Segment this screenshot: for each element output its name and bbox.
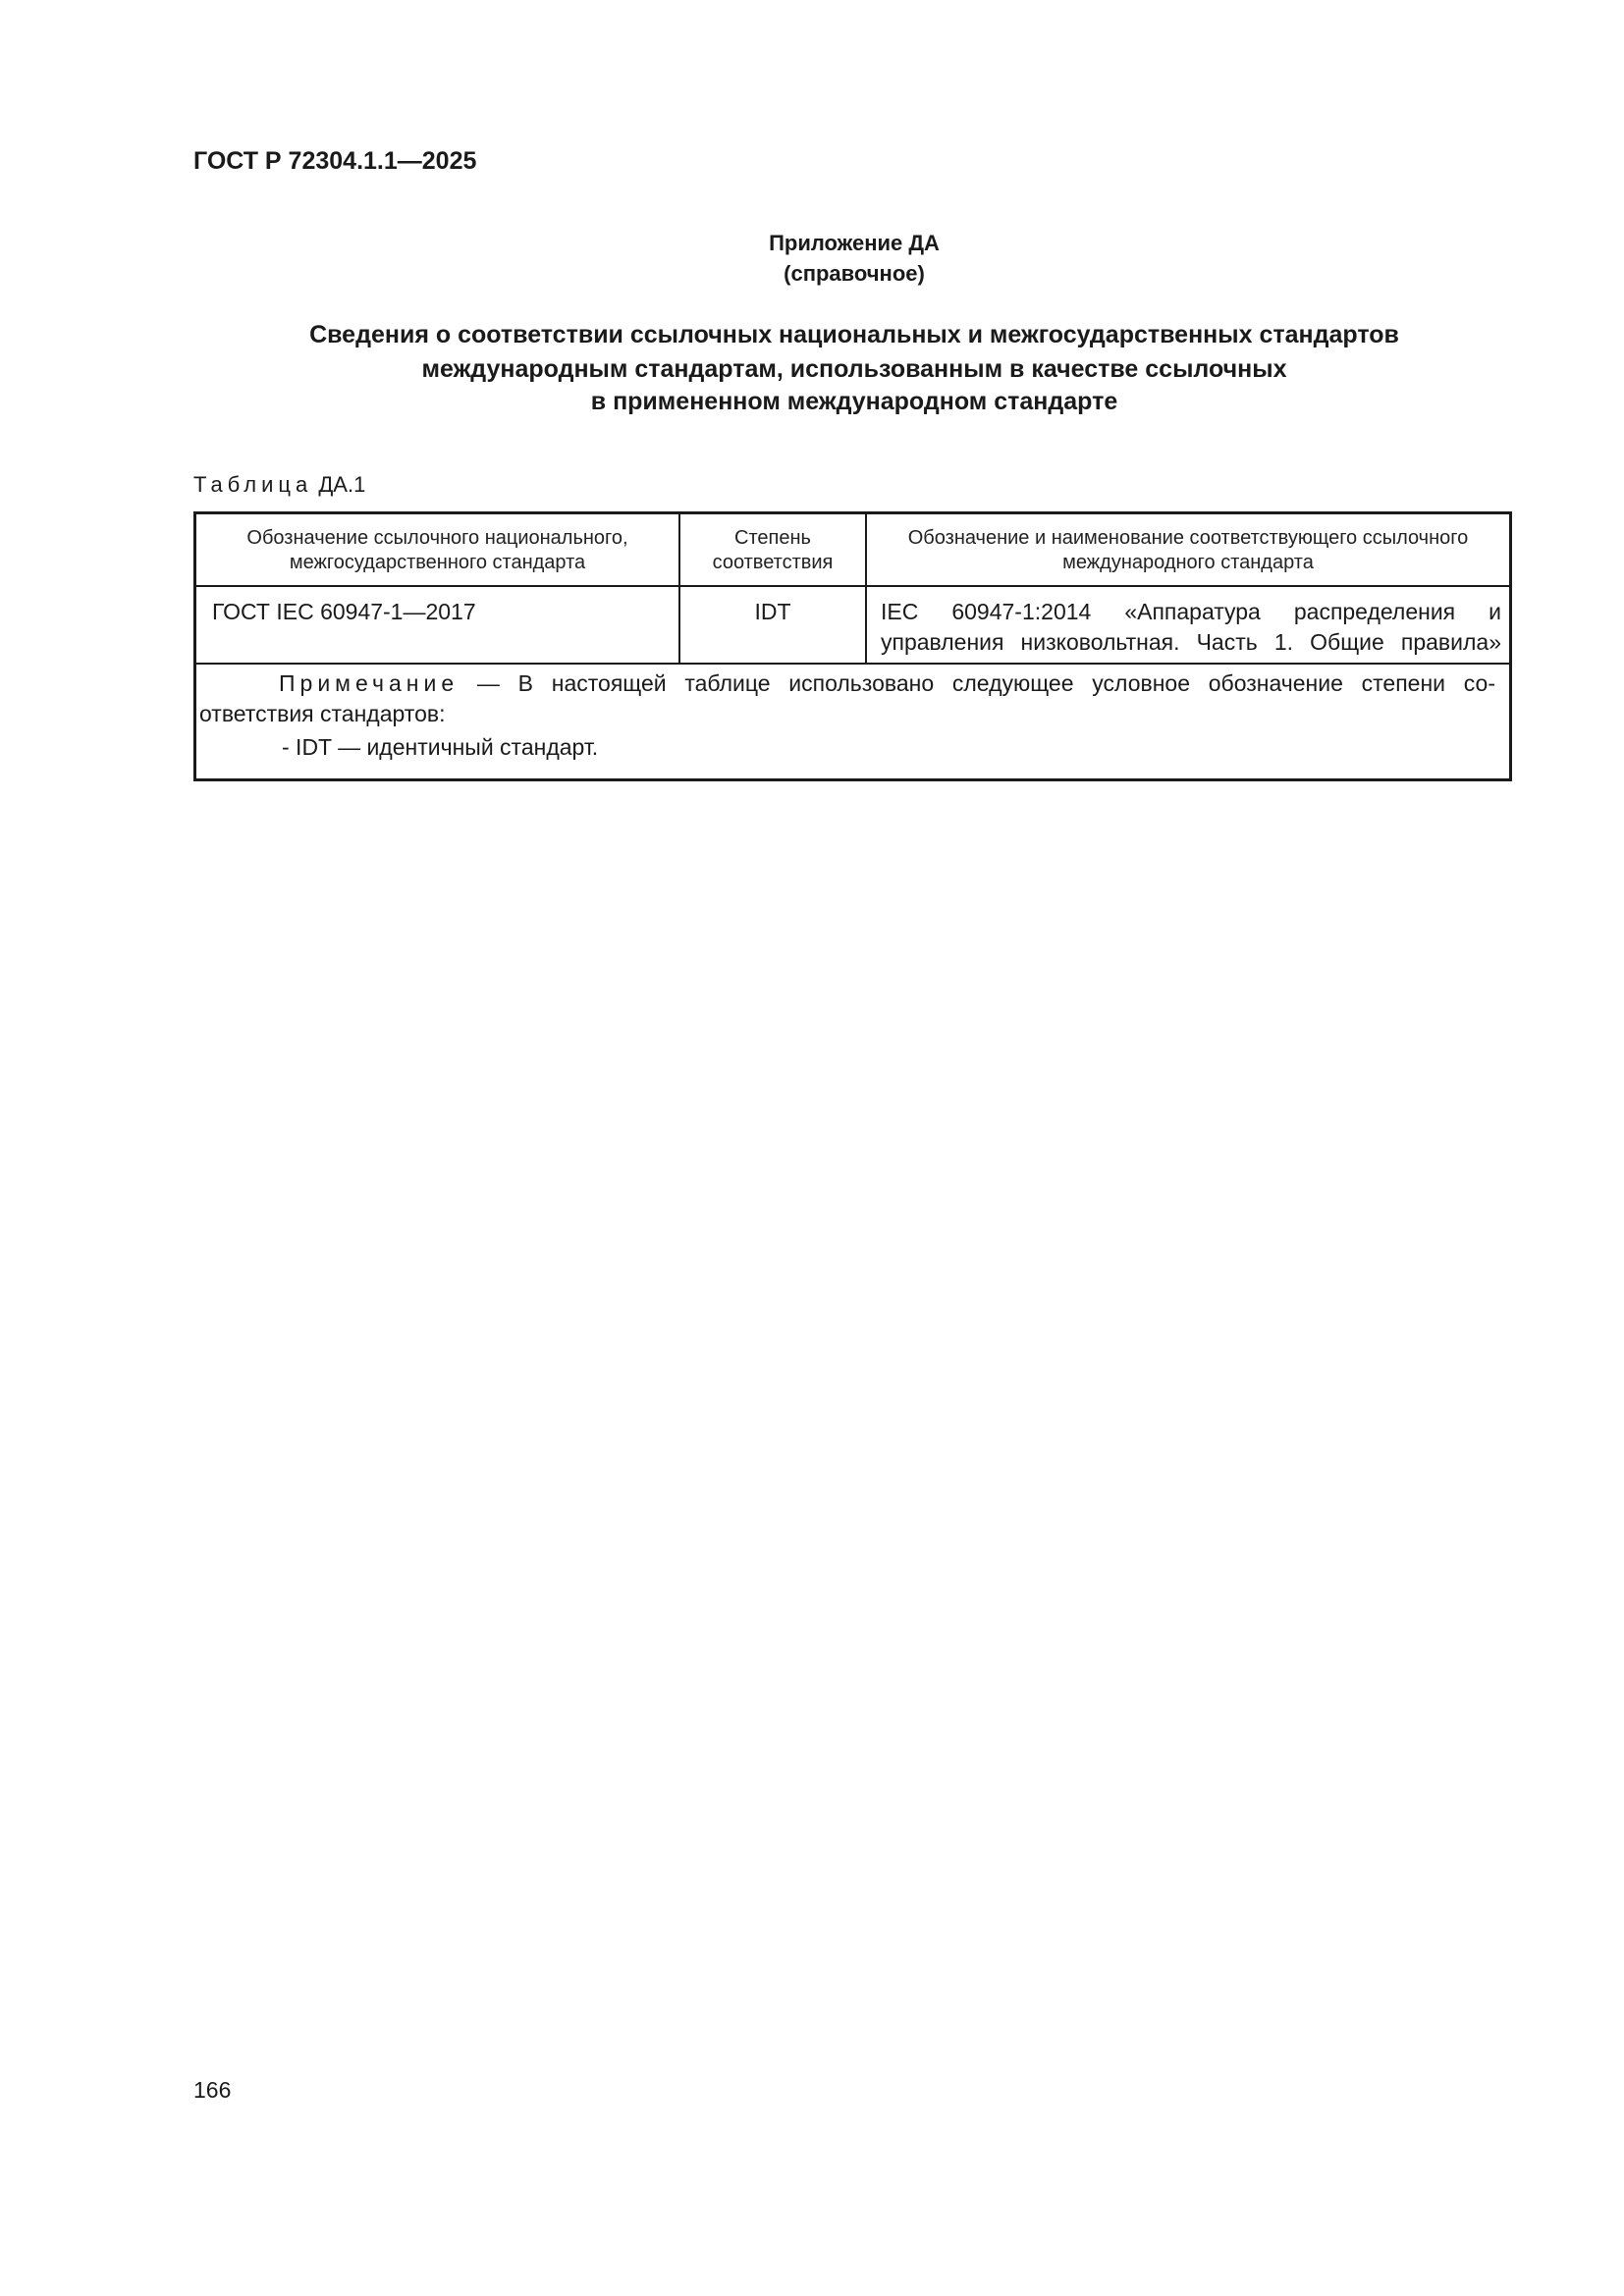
row-divider	[196, 663, 1509, 665]
cell-degree: IDT	[754, 599, 791, 624]
document-code: ГОСТ Р 72304.1.1—2025	[193, 147, 477, 175]
note-text-line-2: ответствия стандартов:	[199, 701, 446, 726]
table-caption	[193, 472, 365, 498]
appendix-kind: (справочное)	[784, 261, 925, 286]
cell-international-standard-line-1: IEC 60947-1:2014 «Аппаратура распределения и	[881, 599, 1501, 624]
section-title-line-3: в примененном международном стандарте	[590, 388, 1118, 415]
section-title-line-2: международным стандартам, использованным в качестве ссылочных	[421, 355, 1287, 383]
appendix-title: Приложение ДА	[769, 231, 940, 255]
cell-international-standard	[881, 597, 1501, 658]
header-divider	[196, 585, 1509, 587]
table-caption-word: Таблица	[193, 472, 313, 497]
column-header-degree: Степень соответствия	[712, 527, 834, 573]
cell-national-standard: ГОСТ IEC 60947-1—2017	[212, 599, 476, 624]
note-text-line-1: — В настоящей таблице использовано следующее условное обозначение степени со-	[476, 670, 1495, 696]
cell-international-standard-line-2: управления низковольтная. Часть 1. Общие правила»	[881, 629, 1501, 655]
section-title-line-1: Сведения о соответствии ссылочных национальных и межгосударственных стандартов	[309, 321, 1399, 348]
column-header-international-standard: Обозначение и наименование соответствующего ссылочного международного стандарта	[907, 527, 1469, 573]
standards-table	[193, 511, 1512, 781]
table-note	[196, 668, 1509, 763]
page-number: 166	[193, 2077, 232, 2103]
note-line-1	[196, 668, 1509, 699]
column-header-national-standard: Обозначение ссылочного национального, межгосударственного стандарта	[246, 527, 628, 573]
note-label: Примечание	[279, 670, 460, 696]
note-item: - IDT — идентичный стандарт.	[282, 734, 599, 760]
table-caption-id: ДА.1	[318, 472, 366, 497]
